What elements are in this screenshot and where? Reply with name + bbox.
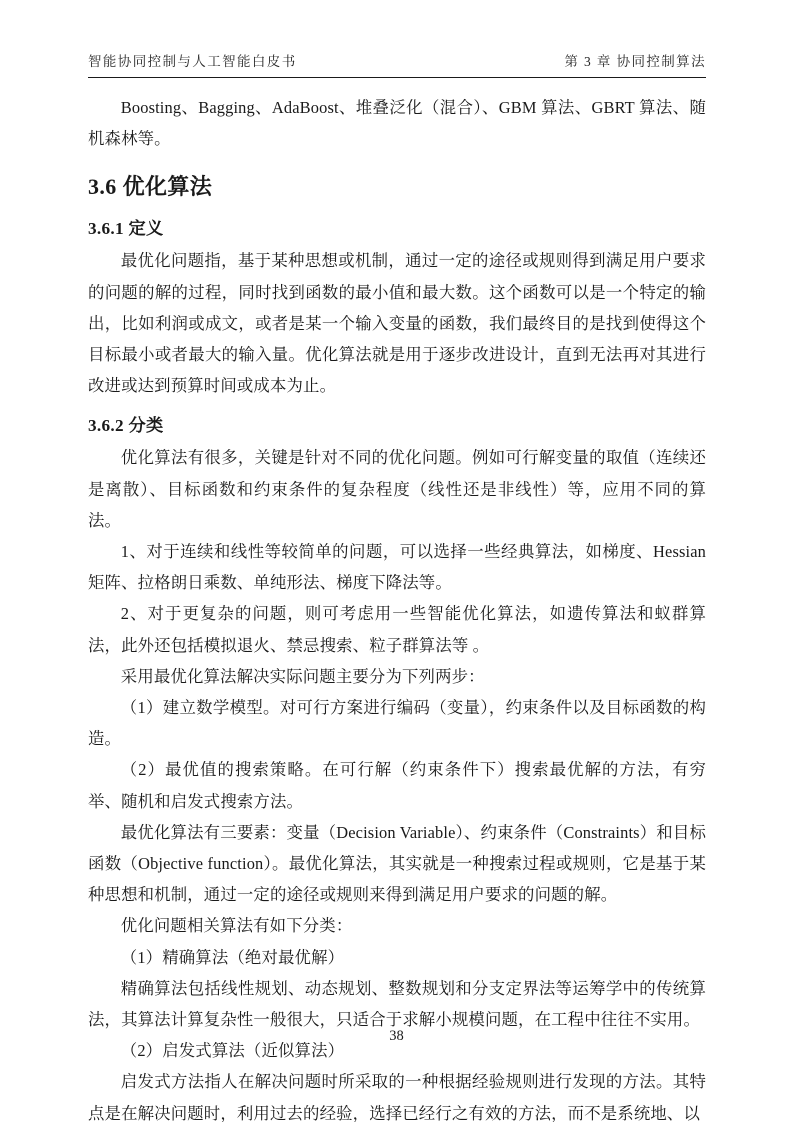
list-item-2: 2、对于更复杂的问题，则可考虑用一些智能优化算法，如遗传算法和蚁群算法，此外还包括模拟退火、禁忌搜索、粒子群算法等 。 xyxy=(88,604,706,655)
category-1-title: （1）精确算法（绝对最优解） xyxy=(120,947,345,967)
paragraph-ensemble-list: Boosting、Bagging、AdaBoost、堆叠泛化（混合）、GBM 算法、GBRT 算法、随机森林等。 xyxy=(88,98,706,149)
paragraph-three-elements: 最优化算法有三要素：变量（Decision Variable）、约束条件（Constraints）和目标函数（Objective function）。最优化算法，其实就是一种搜索过程或规则，它是基于某种思想和机制，通过一定的途径或规则来得到满足用户要求的问题的解。 xyxy=(88,822,706,905)
header-rule xyxy=(88,77,706,78)
subsection-heading-3-6-1: 3.6.1 定义 xyxy=(88,219,164,239)
page-number: 38 xyxy=(389,1028,404,1044)
category-1-body: 精确算法包括线性规划、动态规划、整数规划和分支定界法等运筹学中的传统算法，其算法计算复杂性一般很大，只适合于求解小规模问题，在工程中往往不实用。 xyxy=(88,978,706,1030)
header-title-left: 智能协同控制与人工智能白皮书 xyxy=(88,54,297,69)
header-chapter-right: 第 3 章 协同控制算法 xyxy=(564,54,706,69)
step-item-2: （2）最优值的搜索策略。在可行解（约束条件下）搜索最优解的方法，有穷举、随机和启发式搜索方法。 xyxy=(88,760,706,811)
step-item-1: （1）建立数学模型。对可行方案进行编码（变量），约束条件以及目标函数的构造。 xyxy=(88,698,706,749)
paragraph-two-steps-lead: 采用最优化算法解决实际问题主要分为下列两步： xyxy=(120,666,485,686)
paragraph-related-lead: 优化问题相关算法有如下分类： xyxy=(120,916,353,936)
category-2-body: 启发式方法指人在解决问题时所采取的一种根据经验规则进行发现的方法。其特点是在解决问题时，利用过去的经验，选择已经行之有效的方法，而不是系统地、以 xyxy=(88,1072,706,1122)
running-header xyxy=(88,50,706,70)
paragraph-classification-intro: 优化算法有很多，关键是针对不同的优化问题。例如可行解变量的取值（连续还是离散）、目标函数和约束条件的复杂程度（线性还是非线性）等，应用不同的算法。 xyxy=(88,448,706,530)
paragraph-definition: 最优化问题指，基于某种思想或机制，通过一定的途径或规则得到满足用户要求的问题的解的过程，同时找到函数的最小值和最大数。这个函数可以是一个特定的输出，比如利润或成文，或者是某一个输入变量的函数，我们最终目的是找到使得这个目标最小或者最大的输入量。优化算法就是用于逐步改进设计，直到无法再对其进行改进或达到预算时间或成本为止。 xyxy=(88,251,706,396)
category-2-title: （2）启发式算法（近似算法） xyxy=(120,1041,345,1061)
list-item-1: 1、对于连续和线性等较简单的问题，可以选择一些经典算法，如梯度、Hessian 矩阵、拉格朗日乘数、单纯形法、梯度下降法等。 xyxy=(88,542,706,593)
document-body xyxy=(88,92,706,1122)
subsection-heading-3-6-2: 3.6.2 分类 xyxy=(88,416,164,436)
section-heading-3-6: 3.6 优化算法 xyxy=(88,174,213,200)
